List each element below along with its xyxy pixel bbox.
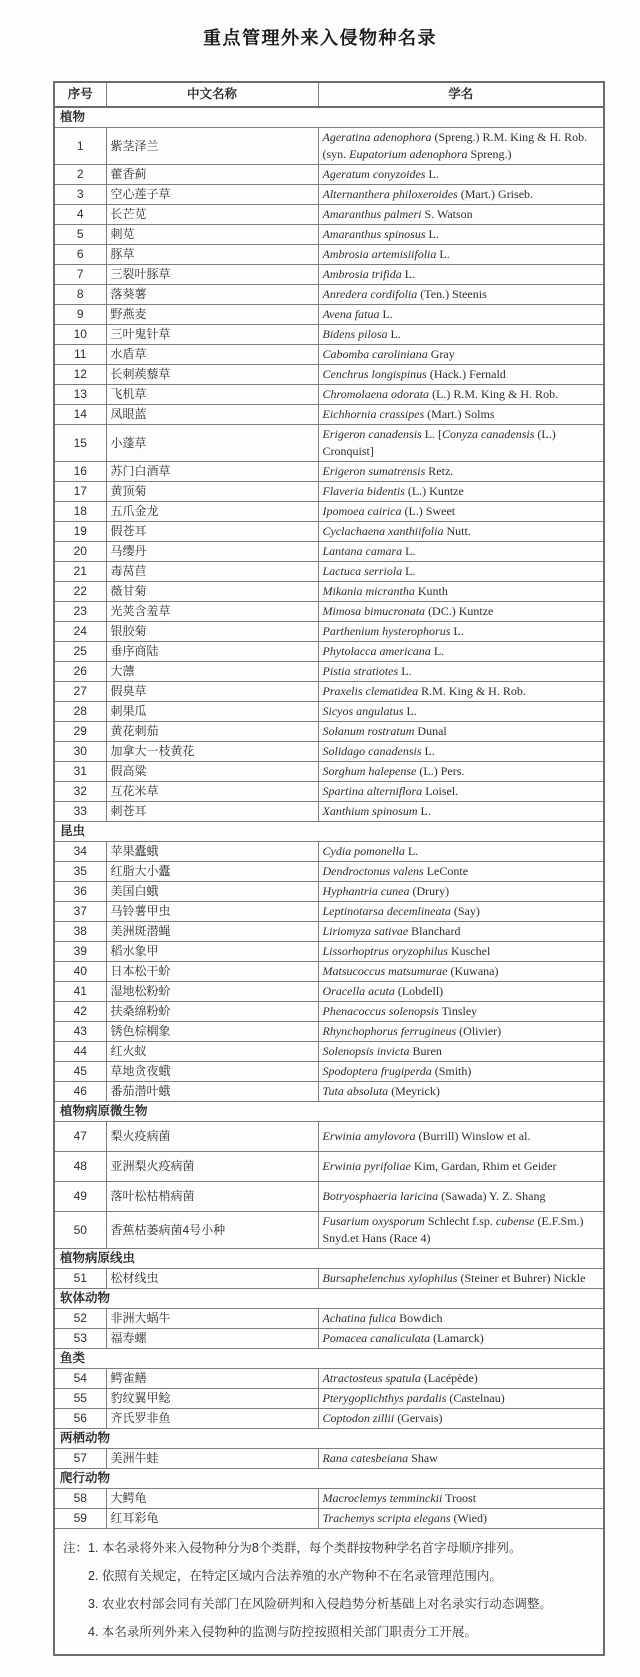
section-label: 鱼类 xyxy=(54,1349,604,1369)
cell-scientific-name: Sicyos angulatus L. xyxy=(318,702,604,722)
cell-scientific-name: Mikania micrantha Kunth xyxy=(318,582,604,602)
cell-serial-number: 51 xyxy=(54,1269,106,1289)
cell-scientific-name: Spartina alterniflora Loisel. xyxy=(318,782,604,802)
table-row xyxy=(54,1509,604,1529)
cell-chinese-name: 苹果蠹蛾 xyxy=(106,842,318,862)
table-row xyxy=(54,462,604,482)
table-row xyxy=(54,245,604,265)
section-row xyxy=(54,1249,604,1269)
cell-chinese-name: 刺苍耳 xyxy=(106,802,318,822)
cell-scientific-name: Hyphantria cunea (Drury) xyxy=(318,882,604,902)
table-row xyxy=(54,862,604,882)
cell-chinese-name: 刺苋 xyxy=(106,225,318,245)
cell-serial-number: 28 xyxy=(54,702,106,722)
cell-chinese-name: 薇甘菊 xyxy=(106,582,318,602)
cell-chinese-name: 非洲大蜗牛 xyxy=(106,1309,318,1329)
cell-scientific-name: Trachemys scripta elegans (Wied) xyxy=(318,1509,604,1529)
cell-serial-number: 19 xyxy=(54,522,106,542)
cell-serial-number: 17 xyxy=(54,482,106,502)
cell-chinese-name: 假高粱 xyxy=(106,762,318,782)
cell-serial-number: 33 xyxy=(54,802,106,822)
table-row xyxy=(54,842,604,862)
cell-serial-number: 39 xyxy=(54,942,106,962)
cell-scientific-name: Botryosphaeria laricina (Sawada) Y. Z. Shang xyxy=(318,1182,604,1212)
cell-scientific-name: Alternanthera philoxeroides (Mart.) Griseb. xyxy=(318,185,604,205)
cell-chinese-name: 扶桑绵粉蚧 xyxy=(106,1002,318,1022)
cell-scientific-name: Cenchrus longispinus (Hack.) Fernald xyxy=(318,365,604,385)
note-line: 3. 农业农村部会同有关部门在风险研判和入侵趋势分析基础上对名录实行动态调整。 xyxy=(88,1597,552,1611)
table-row xyxy=(54,1002,604,1022)
cell-serial-number: 36 xyxy=(54,882,106,902)
cell-serial-number: 9 xyxy=(54,305,106,325)
cell-chinese-name: 落叶松枯梢病菌 xyxy=(106,1182,318,1212)
table-row xyxy=(54,1449,604,1469)
cell-serial-number: 58 xyxy=(54,1489,106,1509)
cell-serial-number: 8 xyxy=(54,285,106,305)
table-row xyxy=(54,1309,604,1329)
cell-chinese-name: 大鳄龟 xyxy=(106,1489,318,1509)
cell-chinese-name: 长刺蒺藜草 xyxy=(106,365,318,385)
cell-serial-number: 46 xyxy=(54,1082,106,1102)
notes-prefix: 注： xyxy=(63,1541,89,1555)
cell-serial-number: 35 xyxy=(54,862,106,882)
table-row xyxy=(54,482,604,502)
cell-scientific-name: Eichhornia crassipes (Mart.) Solms xyxy=(318,405,604,425)
cell-serial-number: 15 xyxy=(54,425,106,462)
cell-scientific-name: Bursaphelenchus xylophilus (Steiner et Buhrer) Nickle xyxy=(318,1269,604,1289)
cell-chinese-name: 美洲斑潜蝇 xyxy=(106,922,318,942)
cell-chinese-name: 红脂大小蠹 xyxy=(106,862,318,882)
table-row xyxy=(54,285,604,305)
cell-serial-number: 14 xyxy=(54,405,106,425)
cell-scientific-name: Parthenium hysterophorus L. xyxy=(318,622,604,642)
cell-scientific-name: Sorghum halepense (L.) Pers. xyxy=(318,762,604,782)
table-row xyxy=(54,562,604,582)
cell-chinese-name: 福寿螺 xyxy=(106,1329,318,1349)
table-row xyxy=(54,702,604,722)
cell-chinese-name: 长芒苋 xyxy=(106,205,318,225)
cell-serial-number: 16 xyxy=(54,462,106,482)
cell-chinese-name: 松材线虫 xyxy=(106,1269,318,1289)
table-row xyxy=(54,1182,604,1212)
section-label: 植物 xyxy=(54,107,604,128)
cell-serial-number: 6 xyxy=(54,245,106,265)
cell-serial-number: 1 xyxy=(54,128,106,165)
cell-serial-number: 42 xyxy=(54,1002,106,1022)
cell-chinese-name: 凤眼蓝 xyxy=(106,405,318,425)
table-row xyxy=(54,882,604,902)
table-row xyxy=(54,542,604,562)
cell-scientific-name: Avena fatua L. xyxy=(318,305,604,325)
cell-scientific-name: Cabomba caroliniana Gray xyxy=(318,345,604,365)
table-row xyxy=(54,1152,604,1182)
table-row xyxy=(54,1489,604,1509)
cell-chinese-name: 加拿大一枝黄花 xyxy=(106,742,318,762)
cell-scientific-name: Tuta absoluta (Meyrick) xyxy=(318,1082,604,1102)
cell-scientific-name: Dendroctonus valens LeConte xyxy=(318,862,604,882)
table-row xyxy=(54,128,604,165)
cell-chinese-name: 美洲牛蛙 xyxy=(106,1449,318,1469)
section-row xyxy=(54,822,604,842)
cell-chinese-name: 豹纹翼甲鲶 xyxy=(106,1389,318,1409)
cell-scientific-name: Xanthium spinosum L. xyxy=(318,802,604,822)
cell-scientific-name: Leptinotarsa decemlineata (Say) xyxy=(318,902,604,922)
table-row xyxy=(54,582,604,602)
cell-scientific-name: Ageratum conyzoides L. xyxy=(318,165,604,185)
cell-scientific-name: Lissorhoptrus oryzophilus Kuschel xyxy=(318,942,604,962)
table-row xyxy=(54,802,604,822)
cell-serial-number: 49 xyxy=(54,1182,106,1212)
cell-scientific-name: Amaranthus spinosus L. xyxy=(318,225,604,245)
cell-serial-number: 41 xyxy=(54,982,106,1002)
cell-serial-number: 38 xyxy=(54,922,106,942)
cell-scientific-name: Solanum rostratum Dunal xyxy=(318,722,604,742)
cell-chinese-name: 亚洲梨火疫病菌 xyxy=(106,1152,318,1182)
cell-serial-number: 10 xyxy=(54,325,106,345)
cell-serial-number: 5 xyxy=(54,225,106,245)
cell-chinese-name: 红耳彩龟 xyxy=(106,1509,318,1529)
cell-scientific-name: Erwinia pyrifoliae Kim, Gardan, Rhim et Geider xyxy=(318,1152,604,1182)
section-row xyxy=(54,107,604,128)
cell-chinese-name: 马铃薯甲虫 xyxy=(106,902,318,922)
table-row xyxy=(54,1212,604,1249)
cell-scientific-name: Spodoptera frugiperda (Smith) xyxy=(318,1062,604,1082)
cell-scientific-name: Fusarium oxysporum Schlecht f.sp. cubense (E.F.Sm.) Snyd.et Hans (Race 4) xyxy=(318,1212,604,1249)
table-row xyxy=(54,522,604,542)
section-row xyxy=(54,1429,604,1449)
cell-serial-number: 23 xyxy=(54,602,106,622)
cell-scientific-name: Praxelis clematidea R.M. King & H. Rob. xyxy=(318,682,604,702)
cell-scientific-name: Solidago canadensis L. xyxy=(318,742,604,762)
cell-chinese-name: 梨火疫病菌 xyxy=(106,1122,318,1152)
table-row xyxy=(54,265,604,285)
cell-serial-number: 47 xyxy=(54,1122,106,1152)
cell-scientific-name: Macroclemys temminckii Troost xyxy=(318,1489,604,1509)
cell-chinese-name: 日本松干蚧 xyxy=(106,962,318,982)
cell-serial-number: 53 xyxy=(54,1329,106,1349)
table-row xyxy=(54,922,604,942)
cell-serial-number: 57 xyxy=(54,1449,106,1469)
cell-serial-number: 34 xyxy=(54,842,106,862)
cell-chinese-name: 假臭草 xyxy=(106,682,318,702)
cell-scientific-name: Lantana camara L. xyxy=(318,542,604,562)
cell-chinese-name: 三叶鬼针草 xyxy=(106,325,318,345)
cell-serial-number: 50 xyxy=(54,1212,106,1249)
table-row xyxy=(54,662,604,682)
cell-serial-number: 4 xyxy=(54,205,106,225)
cell-scientific-name: Rana catesbeiana Shaw xyxy=(318,1449,604,1469)
section-label: 软体动物 xyxy=(54,1289,604,1309)
column-header-no: 序号 xyxy=(54,82,106,107)
table-row xyxy=(54,405,604,425)
cell-serial-number: 21 xyxy=(54,562,106,582)
cell-scientific-name: Pistia stratiotes L. xyxy=(318,662,604,682)
cell-serial-number: 52 xyxy=(54,1309,106,1329)
cell-serial-number: 20 xyxy=(54,542,106,562)
table-row xyxy=(54,1122,604,1152)
cell-serial-number: 59 xyxy=(54,1509,106,1529)
cell-chinese-name: 黄顶菊 xyxy=(106,482,318,502)
cell-scientific-name: Erwinia amylovora (Burrill) Winslow et al. xyxy=(318,1122,604,1152)
cell-scientific-name: Solenopsis invicta Buren xyxy=(318,1042,604,1062)
table-row xyxy=(54,682,604,702)
cell-chinese-name: 草地贪夜蛾 xyxy=(106,1062,318,1082)
cell-chinese-name: 鳄雀鳝 xyxy=(106,1369,318,1389)
table-row xyxy=(54,205,604,225)
cell-chinese-name: 野燕麦 xyxy=(106,305,318,325)
table-row xyxy=(54,602,604,622)
cell-serial-number: 3 xyxy=(54,185,106,205)
page-title: 重点管理外来入侵物种名录 xyxy=(203,28,437,48)
section-row xyxy=(54,1469,604,1489)
cell-chinese-name: 番茄潜叶蛾 xyxy=(106,1082,318,1102)
cell-scientific-name: Pterygoplichthys pardalis (Castelnau) xyxy=(318,1389,604,1409)
table-row xyxy=(54,962,604,982)
cell-scientific-name: Rhynchophorus ferrugineus (Olivier) xyxy=(318,1022,604,1042)
cell-chinese-name: 三裂叶豚草 xyxy=(106,265,318,285)
table-row xyxy=(54,365,604,385)
cell-chinese-name: 锈色棕榈象 xyxy=(106,1022,318,1042)
table-row xyxy=(54,1369,604,1389)
cell-scientific-name: Phenacoccus solenopsis Tinsley xyxy=(318,1002,604,1022)
cell-scientific-name: Bidens pilosa L. xyxy=(318,325,604,345)
cell-chinese-name: 黄花刺茄 xyxy=(106,722,318,742)
cell-chinese-name: 水盾草 xyxy=(106,345,318,365)
cell-chinese-name: 豚草 xyxy=(106,245,318,265)
table-row xyxy=(54,305,604,325)
table-row xyxy=(54,502,604,522)
cell-scientific-name: Achatina fulica Bowdich xyxy=(318,1309,604,1329)
species-table-body xyxy=(54,107,604,1529)
cell-scientific-name: Ipomoea cairica (L.) Sweet xyxy=(318,502,604,522)
section-label: 两栖动物 xyxy=(54,1429,604,1449)
cell-scientific-name: Ageratina adenophora (Spreng.) R.M. King & H. Rob. (syn. Eupatorium adenophora Spreng.) xyxy=(318,128,604,165)
notes-cell xyxy=(54,1529,604,1656)
cell-chinese-name: 苏门白酒草 xyxy=(106,462,318,482)
cell-chinese-name: 香蕉枯萎病菌4号小种 xyxy=(106,1212,318,1249)
cell-serial-number: 44 xyxy=(54,1042,106,1062)
cell-chinese-name: 刺果瓜 xyxy=(106,702,318,722)
cell-serial-number: 18 xyxy=(54,502,106,522)
table-row xyxy=(54,1329,604,1349)
cell-scientific-name: Liriomyza sativae Blanchard xyxy=(318,922,604,942)
cell-chinese-name: 垂序商陆 xyxy=(106,642,318,662)
table-row xyxy=(54,345,604,365)
cell-serial-number: 26 xyxy=(54,662,106,682)
section-row xyxy=(54,1349,604,1369)
cell-chinese-name: 小蓬草 xyxy=(106,425,318,462)
cell-serial-number: 45 xyxy=(54,1062,106,1082)
cell-scientific-name: Pomacea canaliculata (Lamarck) xyxy=(318,1329,604,1349)
section-label: 植物病原微生物 xyxy=(54,1102,604,1122)
cell-serial-number: 37 xyxy=(54,902,106,922)
table-row xyxy=(54,1409,604,1429)
note-line: 2. 依照有关规定，在特定区域内合法养殖的水产物种不在名录管理范围内。 xyxy=(88,1569,502,1583)
cell-chinese-name: 光荚含羞草 xyxy=(106,602,318,622)
cell-serial-number: 12 xyxy=(54,365,106,385)
table-row xyxy=(54,782,604,802)
cell-chinese-name: 红火蚁 xyxy=(106,1042,318,1062)
species-table xyxy=(53,81,605,1656)
note-line: 4. 本名录所列外来入侵物种的监测与防控按照相关部门职责分工开展。 xyxy=(88,1625,477,1639)
cell-chinese-name: 湿地松粉蚧 xyxy=(106,982,318,1002)
notes-row xyxy=(54,1529,604,1656)
cell-serial-number: 2 xyxy=(54,165,106,185)
cell-serial-number: 27 xyxy=(54,682,106,702)
cell-scientific-name: Oracella acuta (Lobdell) xyxy=(318,982,604,1002)
cell-chinese-name: 紫茎泽兰 xyxy=(106,128,318,165)
note-line: 注：1. 本名录将外来入侵物种分为8个类群，每个类群按物种学名首字母顺序排列。 xyxy=(63,1541,522,1555)
cell-scientific-name: Lactuca serriola L. xyxy=(318,562,604,582)
table-row xyxy=(54,982,604,1002)
table-header-row xyxy=(54,82,604,107)
cell-chinese-name: 互花米草 xyxy=(106,782,318,802)
table-row xyxy=(54,225,604,245)
cell-chinese-name: 美国白蛾 xyxy=(106,882,318,902)
cell-chinese-name: 齐氏罗非鱼 xyxy=(106,1409,318,1429)
cell-scientific-name: Chromolaena odorata (L.) R.M. King & H. Rob. xyxy=(318,385,604,405)
section-label: 昆虫 xyxy=(54,822,604,842)
cell-scientific-name: Amaranthus palmeri S. Watson xyxy=(318,205,604,225)
table-row xyxy=(54,1022,604,1042)
cell-chinese-name: 稻水象甲 xyxy=(106,942,318,962)
cell-chinese-name: 五爪金龙 xyxy=(106,502,318,522)
cell-chinese-name: 大薸 xyxy=(106,662,318,682)
table-row xyxy=(54,325,604,345)
cell-serial-number: 54 xyxy=(54,1369,106,1389)
table-row xyxy=(54,1062,604,1082)
cell-scientific-name: Anredera cordifolia (Ten.) Steenis xyxy=(318,285,604,305)
cell-serial-number: 7 xyxy=(54,265,106,285)
cell-serial-number: 40 xyxy=(54,962,106,982)
section-row xyxy=(54,1289,604,1309)
table-row xyxy=(54,762,604,782)
table-row xyxy=(54,722,604,742)
table-row xyxy=(54,742,604,762)
cell-serial-number: 11 xyxy=(54,345,106,365)
table-row xyxy=(54,622,604,642)
section-label: 爬行动物 xyxy=(54,1469,604,1489)
cell-scientific-name: Cyclachaena xanthiifolia Nutt. xyxy=(318,522,604,542)
column-header-cn: 中文名称 xyxy=(106,82,318,107)
section-row xyxy=(54,1102,604,1122)
table-row xyxy=(54,1082,604,1102)
cell-serial-number: 30 xyxy=(54,742,106,762)
cell-serial-number: 25 xyxy=(54,642,106,662)
cell-scientific-name: Flaveria bidentis (L.) Kuntze xyxy=(318,482,604,502)
cell-scientific-name: Ambrosia artemisiifolia L. xyxy=(318,245,604,265)
cell-serial-number: 43 xyxy=(54,1022,106,1042)
table-row xyxy=(54,185,604,205)
cell-serial-number: 29 xyxy=(54,722,106,742)
cell-chinese-name: 假苍耳 xyxy=(106,522,318,542)
cell-chinese-name: 飞机草 xyxy=(106,385,318,405)
cell-scientific-name: Ambrosia trifida L. xyxy=(318,265,604,285)
cell-chinese-name: 藿香蓟 xyxy=(106,165,318,185)
cell-scientific-name: Mimosa bimucronata (DC.) Kuntze xyxy=(318,602,604,622)
cell-scientific-name: Phytolacca americana L. xyxy=(318,642,604,662)
table-row xyxy=(54,1042,604,1062)
cell-chinese-name: 银胶菊 xyxy=(106,622,318,642)
table-row xyxy=(54,1389,604,1409)
table-row xyxy=(54,165,604,185)
table-row xyxy=(54,642,604,662)
cell-scientific-name: Coptodon zillii (Gervais) xyxy=(318,1409,604,1429)
cell-serial-number: 32 xyxy=(54,782,106,802)
cell-serial-number: 31 xyxy=(54,762,106,782)
cell-serial-number: 48 xyxy=(54,1152,106,1182)
cell-scientific-name: Atractosteus spatula (Lacépède) xyxy=(318,1369,604,1389)
table-row xyxy=(54,425,604,462)
cell-serial-number: 56 xyxy=(54,1409,106,1429)
table-row xyxy=(54,385,604,405)
cell-scientific-name: Erigeron canadensis L. [Conyza canadensis (L.) Cronquist] xyxy=(318,425,604,462)
cell-chinese-name: 毒莴苣 xyxy=(106,562,318,582)
cell-serial-number: 22 xyxy=(54,582,106,602)
cell-serial-number: 24 xyxy=(54,622,106,642)
cell-serial-number: 13 xyxy=(54,385,106,405)
cell-chinese-name: 马缨丹 xyxy=(106,542,318,562)
table-row xyxy=(54,942,604,962)
cell-scientific-name: Erigeron sumatrensis Retz. xyxy=(318,462,604,482)
cell-serial-number: 55 xyxy=(54,1389,106,1409)
column-header-sci: 学名 xyxy=(318,82,604,107)
cell-scientific-name: Cydia pomonella L. xyxy=(318,842,604,862)
section-label: 植物病原线虫 xyxy=(54,1249,604,1269)
cell-chinese-name: 空心莲子草 xyxy=(106,185,318,205)
cell-chinese-name: 落葵薯 xyxy=(106,285,318,305)
table-row xyxy=(54,902,604,922)
table-row xyxy=(54,1269,604,1289)
cell-scientific-name: Matsucoccus matsumurae (Kuwana) xyxy=(318,962,604,982)
